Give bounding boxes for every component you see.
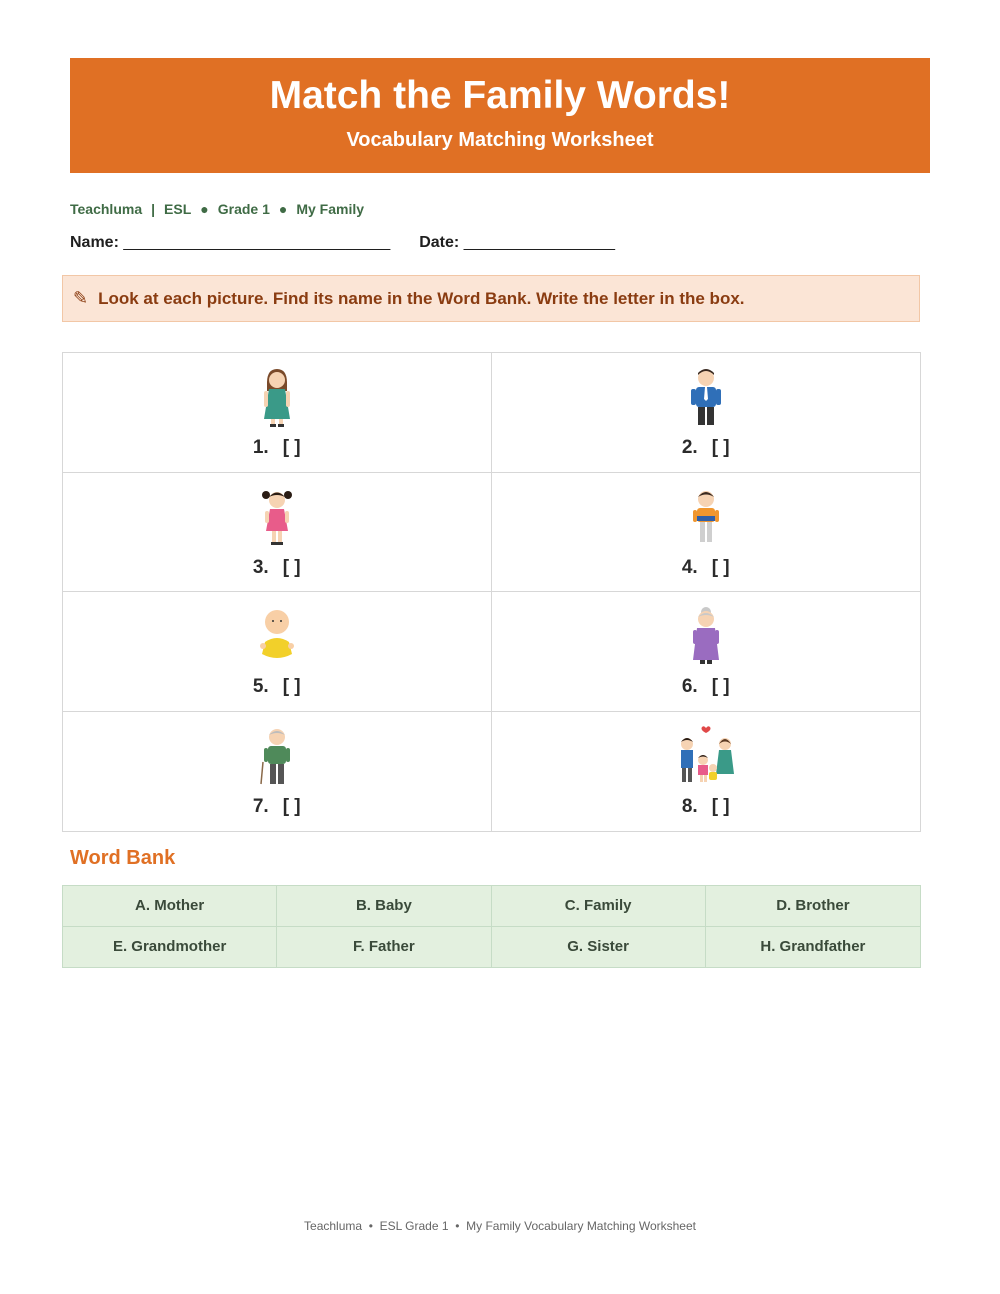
item-number: 2.	[681, 437, 698, 458]
word-bank	[62, 885, 921, 968]
picture-item	[492, 592, 921, 712]
word-bank-item: A. Mother	[63, 886, 277, 927]
mother-icon	[255, 365, 299, 429]
word-bank-item: H. Grandfather	[760, 938, 866, 956]
instruction-text: Look at each picture. Find its name in the Word Bank. Write the letter in the box.	[98, 288, 745, 308]
pencil-icon: ✎	[73, 288, 89, 308]
word-bank-item: C. Family	[492, 886, 706, 927]
answer-box[interactable]: [ ]	[711, 676, 730, 697]
grandmother-icon	[684, 604, 728, 668]
date-label: Date:	[419, 234, 460, 251]
family-icon	[676, 724, 736, 788]
picture-item	[492, 353, 921, 473]
picture-grid	[62, 352, 921, 832]
meta-topic: My Family	[296, 201, 365, 217]
item-number: 3.	[252, 556, 269, 578]
worksheet-meta	[70, 201, 364, 217]
instruction-box	[62, 275, 920, 322]
picture-item	[492, 473, 921, 593]
item-number: 1.	[252, 437, 269, 458]
picture-item	[63, 592, 492, 712]
worksheet-header	[70, 58, 930, 173]
footer-course: ESL Grade 1	[379, 1219, 449, 1233]
item-number: 6.	[681, 676, 698, 697]
answer-box[interactable]: [ ]	[282, 676, 301, 697]
answer-box[interactable]: [ ]	[282, 437, 301, 458]
meta-bullet: ●	[278, 201, 288, 217]
footer-brand: Teachluma	[304, 1219, 363, 1233]
picture-item	[63, 712, 492, 832]
footer-bullet: •	[451, 1219, 463, 1233]
word-bank-item: D. Brother	[706, 886, 920, 927]
name-field[interactable]: ______________________________	[123, 234, 391, 251]
answer-box[interactable]: [ ]	[282, 556, 301, 578]
meta-bullet: ●	[200, 201, 209, 217]
grandfather-icon	[255, 724, 299, 788]
footer-bullet: •	[365, 1219, 377, 1233]
answer-box[interactable]: [ ]	[282, 795, 301, 817]
name-date-row	[70, 234, 615, 252]
meta-brand: Teachluma	[70, 201, 143, 217]
brother-icon	[684, 485, 728, 549]
meta-divider: |	[151, 201, 156, 217]
answer-box[interactable]: [ ]	[711, 556, 730, 578]
name-label: Name:	[70, 234, 119, 251]
answer-box[interactable]: [ ]	[711, 437, 730, 458]
baby-icon	[255, 604, 299, 668]
father-icon	[684, 365, 728, 429]
answer-box[interactable]: [ ]	[711, 795, 730, 817]
item-number: 7.	[252, 795, 269, 817]
word-bank-item: G. Sister	[492, 927, 706, 968]
page-footer	[0, 1219, 1000, 1233]
meta-grade: Grade 1	[217, 201, 270, 217]
sister-icon	[255, 485, 299, 549]
item-number: 4.	[681, 556, 698, 578]
word-bank-item: F. Father	[277, 927, 491, 968]
item-number: 8.	[681, 795, 698, 817]
meta-subject: ESL	[164, 201, 192, 217]
picture-item	[63, 353, 492, 473]
item-number: 5.	[252, 676, 269, 697]
word-bank-item: B. Baby	[277, 886, 491, 927]
word-bank-item: E. Grandmother	[63, 927, 277, 968]
footer-doc: My Family Vocabulary Matching Worksheet	[466, 1219, 696, 1233]
picture-item	[492, 712, 921, 832]
picture-item	[63, 473, 492, 593]
worksheet-title: Match the Family Words!	[269, 74, 731, 117]
word-bank-title: Word Bank	[70, 847, 176, 869]
worksheet-subtitle: Vocabulary Matching Worksheet	[346, 129, 654, 151]
date-field[interactable]: _________________	[463, 234, 615, 251]
